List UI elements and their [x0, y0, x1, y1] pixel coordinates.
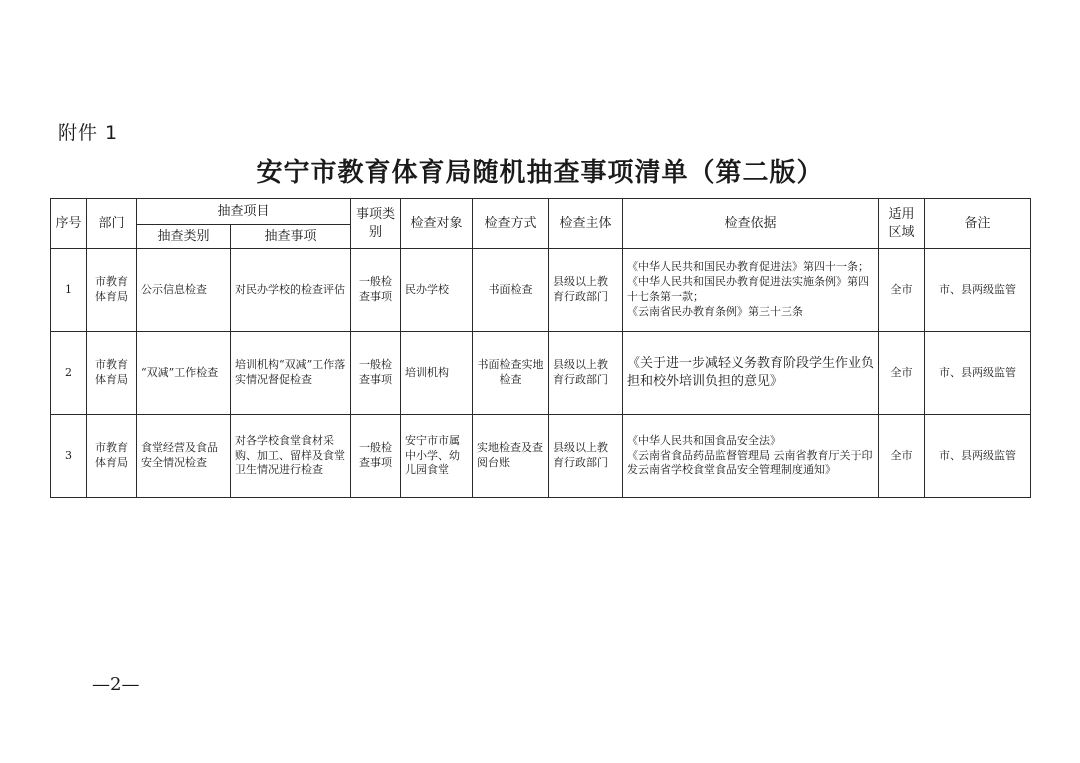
inspection-table — [50, 198, 1031, 498]
header-subject: 检查主体 — [549, 199, 623, 249]
header-target: 检查对象 — [401, 199, 473, 249]
header-dept: 部门 — [87, 199, 137, 249]
cell-seq: 1 — [51, 249, 87, 332]
cell-region: 全市 — [879, 415, 925, 498]
cell-category: 食堂经营及食品安全情况检查 — [137, 415, 231, 498]
cell-method: 书面检查 — [473, 249, 549, 332]
header-basis: 检查依据 — [623, 199, 879, 249]
cell-seq: 3 — [51, 415, 87, 498]
basis-line: 《中华人民共和国食品安全法》 — [627, 433, 782, 447]
cell-type: 一般检查事项 — [351, 249, 401, 332]
cell-category: “双减”工作检查 — [137, 332, 231, 415]
basis-line: 《中华人民共和国民办教育促进法实施条例》第四十七条第一款； — [627, 275, 870, 303]
cell-dept: 市教育体育局 — [87, 249, 137, 332]
cell-remark: 市、县两级监管 — [925, 332, 1031, 415]
cell-matter: 对民办学校的检查评估 — [231, 249, 351, 332]
header-seq: 序号 — [51, 199, 87, 249]
cell-remark: 市、县两级监管 — [925, 415, 1031, 498]
header-region: 适用区域 — [879, 199, 925, 249]
cell-method: 书面检查实地检查 — [473, 332, 549, 415]
cell-matter: 对各学校食堂食材采购、加工、留样及食堂卫生情况进行检查 — [231, 415, 351, 498]
basis-line: 《云南省食品药品监督管理局 云南省教育厅关于印发云南省学校食堂食品安全管理制度通知》 — [627, 448, 873, 477]
attachment-label: 附件 1 — [58, 122, 119, 144]
basis-line: 《中华人民共和国民办教育促进法》第四十一条； — [627, 260, 870, 274]
cell-basis — [623, 249, 879, 332]
cell-category: 公示信息检查 — [137, 249, 231, 332]
header-check-category: 抽查类别 — [137, 225, 231, 249]
cell-target: 培训机构 — [401, 332, 473, 415]
cell-region: 全市 — [879, 332, 925, 415]
basis-line: 《关于进一步减轻义务教育阶段学生作业负担和校外培训负担的意见》 — [627, 356, 875, 389]
cell-region: 全市 — [879, 249, 925, 332]
cell-method: 实地检查及查阅台账 — [473, 415, 549, 498]
cell-target: 民办学校 — [401, 249, 473, 332]
cell-subject: 县级以上教育行政部门 — [549, 249, 623, 332]
header-remark: 备注 — [925, 199, 1031, 249]
cell-subject: 县级以上教育行政部门 — [549, 332, 623, 415]
cell-dept: 市教育体育局 — [87, 332, 137, 415]
cell-seq: 2 — [51, 332, 87, 415]
table-row — [51, 332, 1031, 415]
cell-type: 一般检查事项 — [351, 332, 401, 415]
table-row — [51, 249, 1031, 332]
cell-subject: 县级以上教育行政部门 — [549, 415, 623, 498]
table-header-row — [51, 199, 1031, 225]
header-item-type: 事项类别 — [351, 199, 401, 249]
page-number: —2— — [92, 674, 140, 695]
cell-basis — [623, 415, 879, 498]
cell-matter: 培训机构“双减”工作落实情况督促检查 — [231, 332, 351, 415]
document-title: 安宁市教育体育局随机抽查事项清单（第二版） — [256, 158, 824, 188]
cell-basis — [623, 332, 879, 415]
cell-target: 安宁市市属中小学、幼儿园食堂 — [401, 415, 473, 498]
header-method: 检查方式 — [473, 199, 549, 249]
table-row — [51, 415, 1031, 498]
cell-remark: 市、县两级监管 — [925, 249, 1031, 332]
header-check-matter: 抽查事项 — [231, 225, 351, 249]
cell-type: 一般检查事项 — [351, 415, 401, 498]
header-check-item: 抽查项目 — [137, 199, 351, 225]
cell-dept: 市教育体育局 — [87, 415, 137, 498]
basis-line: 《云南省民办教育条例》第三十三条 — [627, 304, 804, 318]
